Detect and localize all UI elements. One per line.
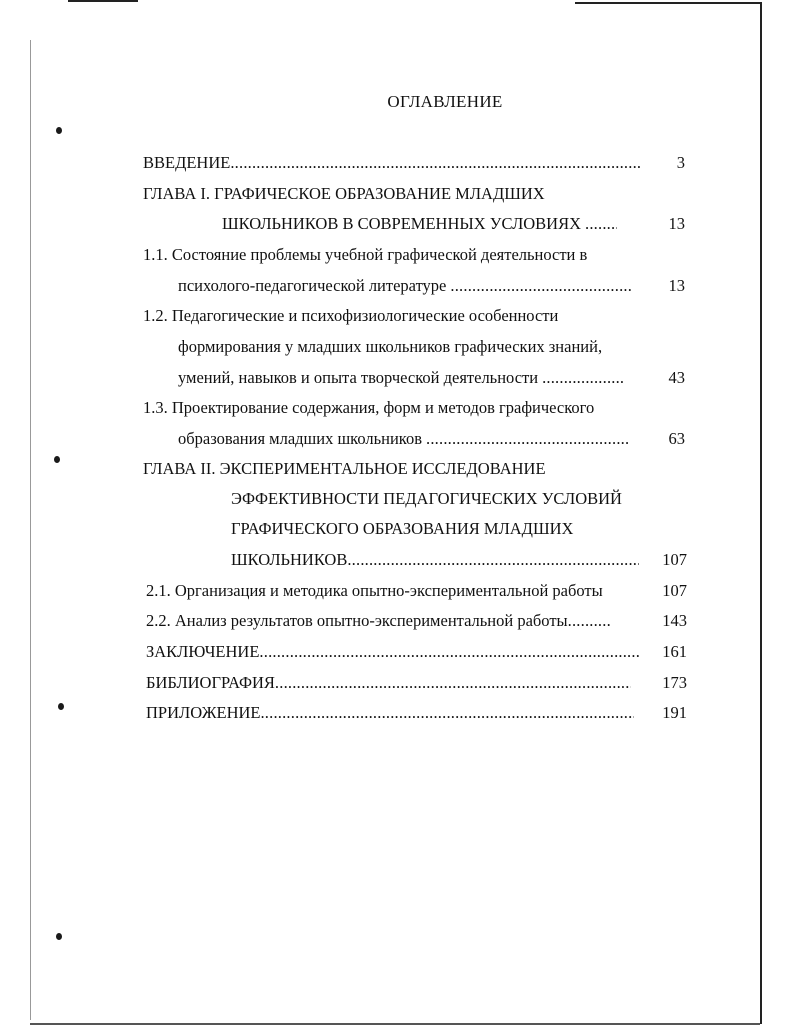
dot-leader	[259, 642, 639, 662]
toc-page-number: 107	[662, 550, 687, 569]
toc-page-number: 107	[662, 581, 687, 600]
punch-hole-mark	[54, 456, 60, 463]
toc-title: ОГЛАВЛЕНИЕ	[387, 92, 503, 111]
toc-entry-chapter-2-cont	[231, 519, 573, 539]
toc-entry-section-1-1-cont	[178, 276, 632, 296]
toc-entry-section-2-1[interactable]	[146, 581, 603, 601]
dot-leader	[585, 214, 617, 234]
toc-entry-label: ШКОЛЬНИКОВ	[231, 550, 348, 569]
toc-entry-label: ШКОЛЬНИКОВ В СОВРЕМЕННЫХ УСЛОВИЯХ	[222, 214, 582, 233]
toc-entry-conclusion[interactable]	[146, 642, 639, 662]
toc-entry-section-1-3[interactable]	[143, 398, 594, 418]
dot-leader	[275, 673, 631, 693]
toc-page-number: 191	[662, 703, 687, 722]
toc-entry-label: психолого-педагогической литературе	[178, 276, 447, 295]
toc-entry-intro[interactable]	[143, 153, 642, 173]
toc-entry-chapter-2-cont	[231, 550, 639, 570]
toc-entry-label: умений, навыков и опыта творческой деятельности	[178, 368, 539, 387]
scan-border-bottom	[30, 1023, 760, 1025]
toc-entry-appendix[interactable]	[146, 703, 634, 723]
punch-hole-mark	[58, 703, 64, 710]
toc-entry-label: ГЛАВА II. ЭКСПЕРИМЕНТАЛЬНОЕ ИССЛЕДОВАНИЕ	[143, 459, 546, 478]
toc-entry-chapter-2[interactable]	[143, 459, 546, 479]
toc-entry-label: 2.2. Анализ результатов опытно-экспериментальной работы	[146, 611, 568, 630]
toc-page-number: 161	[662, 642, 687, 661]
punch-hole-mark	[56, 933, 62, 940]
toc-entry-bibliography[interactable]	[146, 673, 631, 693]
toc-entry-label: ЗАКЛЮЧЕНИЕ	[146, 642, 260, 661]
dot-leader	[450, 276, 632, 296]
punch-hole-mark	[56, 127, 62, 134]
toc-entry-label: ГЛАВА I. ГРАФИЧЕСКОЕ ОБРАЗОВАНИЕ МЛАДШИХ	[143, 184, 545, 203]
toc-entry-label: ЭФФЕКТИВНОСТИ ПЕДАГОГИЧЕСКИХ УСЛОВИЙ	[231, 489, 622, 508]
toc-entry-label: БИБЛИОГРАФИЯ	[146, 673, 275, 692]
toc-entry-label: 2.1. Организация и методика опытно-экспериментальной работы	[146, 581, 603, 600]
toc-entry-section-1-1[interactable]	[143, 245, 587, 265]
dot-leader	[347, 550, 639, 570]
scan-border-right	[760, 2, 762, 1024]
toc-entry-label: формирования у младших школьников графических знаний,	[178, 337, 603, 356]
toc-page-number: 13	[668, 214, 685, 233]
toc-page-number: 43	[668, 368, 685, 387]
toc-entry-section-2-2[interactable]	[146, 611, 610, 631]
toc-entry-label: ПРИЛОЖЕНИЕ	[146, 703, 261, 722]
toc-page-number: 173	[662, 673, 687, 692]
dot-leader	[260, 703, 634, 723]
toc-page-number: 13	[668, 276, 685, 295]
toc-entry-chapter-1-cont	[222, 214, 617, 234]
toc-entry-label: 1.3. Проектирование содержания, форм и методов графического	[143, 398, 595, 417]
dot-leader	[426, 429, 628, 449]
toc-entry-label: 1.1. Состояние проблемы учебной графической деятельности в	[143, 245, 588, 264]
toc-entry-section-1-3-cont	[178, 429, 628, 449]
toc-page-number: 143	[662, 611, 687, 630]
toc-entry-section-1-2[interactable]	[143, 306, 558, 326]
toc-entry-chapter-2-cont	[231, 489, 622, 509]
toc-entry-label: 1.2. Педагогические и психофизиологические особенности	[143, 306, 559, 325]
toc-entry-label: ГРАФИЧЕСКОГО ОБРАЗОВАНИЯ МЛАДШИХ	[231, 519, 574, 538]
toc-page-number: 3	[676, 153, 685, 172]
dot-leader	[568, 611, 610, 631]
toc-entry-section-1-2-cont	[178, 368, 624, 388]
scan-border-top-left	[68, 0, 138, 2]
toc-page-number: 63	[668, 429, 685, 448]
scan-border-top-right	[575, 2, 760, 4]
toc-entry-label: образования младших школьников	[178, 429, 423, 448]
dot-leader	[230, 153, 642, 173]
dot-leader	[542, 368, 624, 388]
scan-border-left	[30, 40, 31, 1020]
toc-entry-chapter-1[interactable]	[143, 184, 545, 204]
toc-entry-section-1-2-cont	[178, 337, 602, 357]
toc-entry-label: ВВЕДЕНИЕ	[143, 153, 231, 172]
